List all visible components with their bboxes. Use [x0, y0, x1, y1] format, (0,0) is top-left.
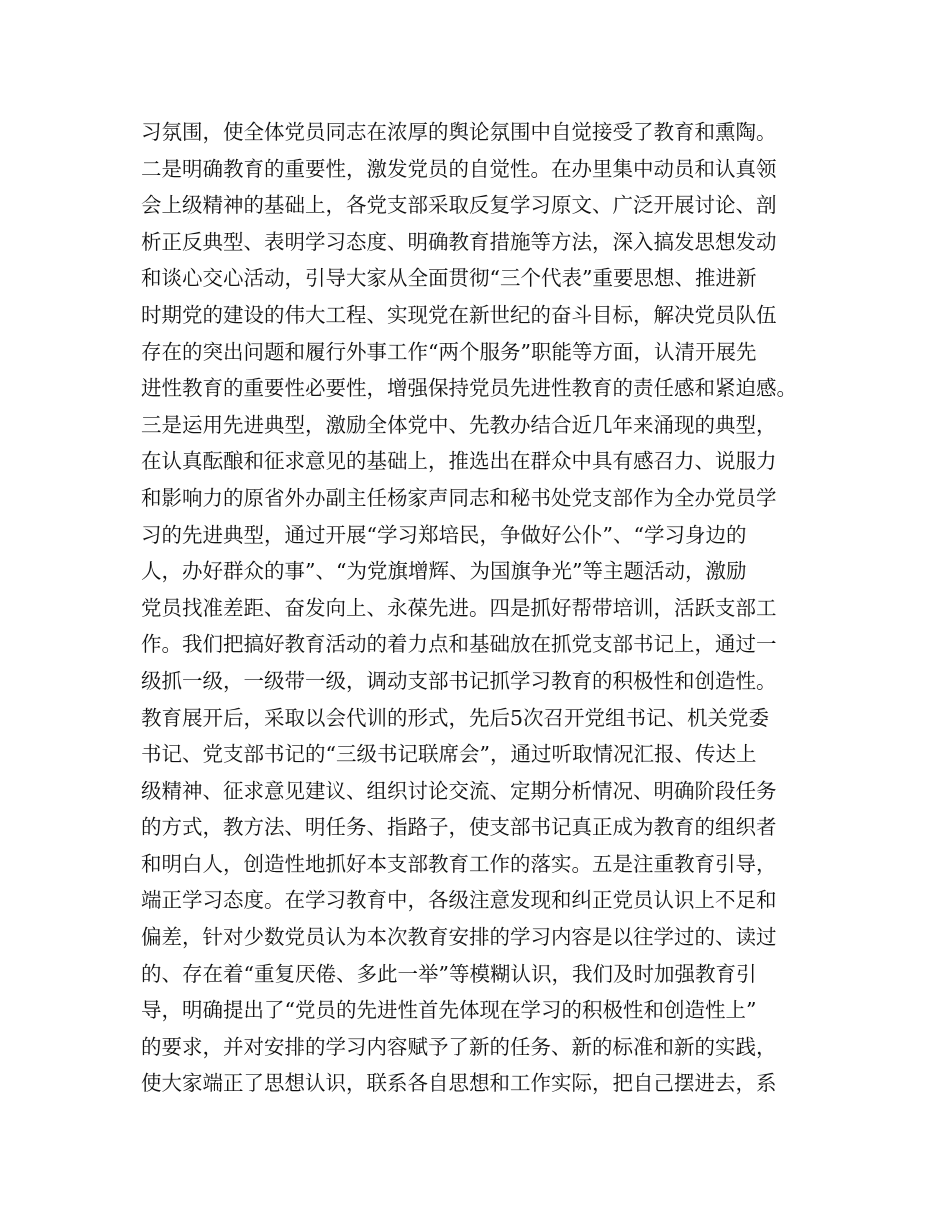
text-line: 习的先进典型，通过开展“学习郑培民，争做好公仆”、“学习身边的: [141, 522, 747, 547]
text-line: 党员找准差距、奋发向上、永葆先进。四是抓好帮带培训，活跃支部工: [141, 595, 777, 620]
text-line: 进性教育的重要性必要性，增强保持党员先进性教育的责任感和紧迫感。: [141, 376, 797, 401]
text-line: 习氛围，使全体党员同志在浓厚的舆论氛围中自觉接受了教育和熏陶。: [141, 120, 777, 144]
text-line: 的、存在着“重复厌倦、多此一举”等模糊认识，我们及时加强教育引: [141, 961, 757, 986]
text-line: 偏差，针对少数党员认为本次教育安排的学习内容是以往学过的、读过: [141, 925, 777, 950]
text-line: 和谈心交心活动，引导大家从全面贯彻“三个代表”重要思想、推进新: [141, 266, 757, 291]
text-line: 导，明确提出了“党员的先进性首先体现在学习的积极性和创造性上”: [141, 998, 757, 1023]
text-line: 和明白人，创造性地抓好本支部教育工作的落实。五是注重教育引导，: [141, 851, 777, 876]
text-line: 在认真酝酿和征求意见的基础上，推选出在群众中具有感召力、说服力: [141, 449, 777, 474]
text-line: 级精神、征求意见建议、组织讨论交流、定期分析情况、明确阶段任务: [141, 778, 777, 803]
text-line: 级抓一级，一级带一级，调动支部书记抓学习教育的积极性和创造性。: [141, 668, 777, 693]
text-line: 会上级精神的基础上，各党支部采取反复学习原文、广泛开展讨论、剖: [141, 193, 777, 218]
text-line: 人，办好群众的事”、“为党旗增辉、为国旗争光”等主题活动，激励: [141, 559, 747, 584]
text-line: 教育展开后，采取以会代训的形式，先后5次召开党组书记、机关党委: [141, 705, 770, 730]
text-line: 二是明确教育的重要性，激发党员的自觉性。在办里集中动员和认真领: [141, 156, 777, 181]
text-line: 的方式，教方法、明任务、指路子，使支部书记真正成为教育的组织者: [141, 815, 777, 840]
text-line: 书记、党支部书记的“三级书记联席会”，通过听取情况汇报、传达上: [141, 742, 757, 767]
text-line: 的要求，并对安排的学习内容赋予了新的任务、新的标准和新的实践，: [141, 1034, 777, 1059]
text-line: 和影响力的原省外办副主任杨家声同志和秘书处党支部作为全办党员学: [141, 485, 777, 510]
text-line: 时期党的建设的伟大工程、实现党在新世纪的奋斗目标，解决党员队伍: [141, 302, 777, 327]
text-line: 析正反典型、表明学习态度、明确教育措施等方法，深入搞发思想发动: [141, 229, 777, 254]
text-line: 端正学习态度。在学习教育中，各级注意发现和纠正党员认识上不足和: [141, 888, 777, 913]
text-line: 存在的突出问题和履行外事工作“两个服务”职能等方面，认清开展先: [141, 339, 757, 364]
body-text: [141, 114, 831, 1102]
text-line: 使大家端正了思想认识，联系各自思想和工作实际，把自己摆进去，系: [141, 1071, 777, 1096]
text-line: 作。我们把搞好教育活动的着力点和基础放在抓党支部书记上，通过一: [141, 632, 777, 657]
text-line: 三是运用先进典型，激励全体党中、先教办结合近几年来涌现的典型，: [141, 412, 777, 437]
